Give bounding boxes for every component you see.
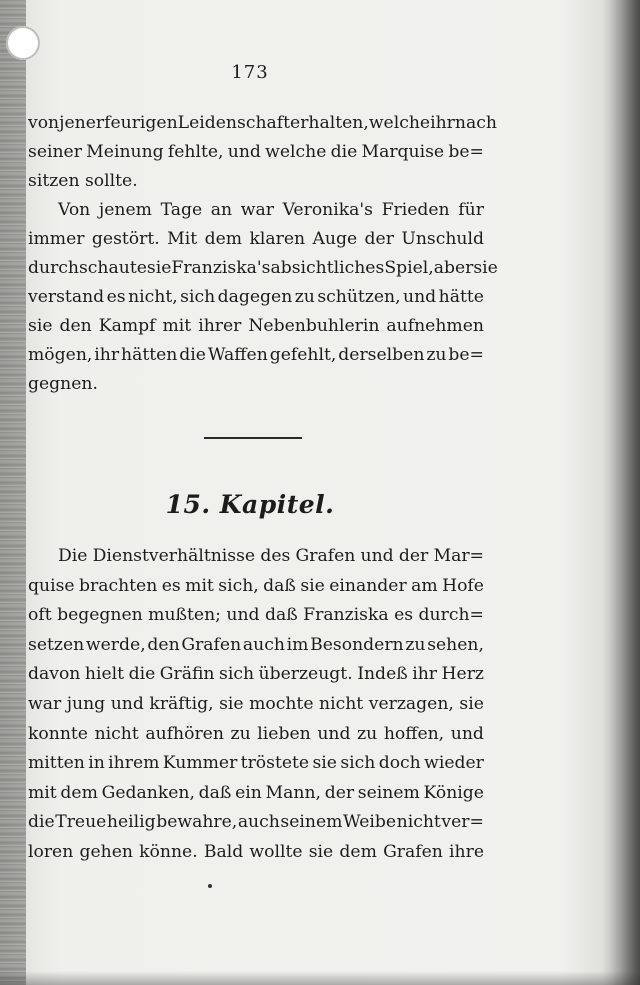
text-line: davon hielt die Gräfin sich überzeugt. Indeß ihr Herz xyxy=(28,664,484,685)
text-line: mögen, ihr hätten die Waffen gefehlt, derselben zu be= xyxy=(28,345,484,365)
text-block-upper xyxy=(28,109,498,399)
text-line: mitten in ihrem Kummer tröstete sie sich doch wieder xyxy=(28,753,484,774)
punch-hole xyxy=(6,26,40,60)
text-block-lower xyxy=(28,542,484,868)
text-line: war jung und kräftig, sie mochte nicht verzagen, sie xyxy=(28,693,484,714)
text-line: Von jenem Tage an war Veronika's Frieden für xyxy=(58,200,484,220)
section-divider xyxy=(204,437,302,439)
text-line: mit dem Gedanken, daß ein Mann, der seinem Könige xyxy=(28,782,484,803)
text-line: Die Dienstverhältnisse des Grafen und der Mar= xyxy=(58,546,484,566)
text-line: loren gehen könne. Bald wollte sie dem Grafen ihre xyxy=(28,841,484,862)
text-line: die Treue heilig bewahre, auch seinem Weibe nicht ver= xyxy=(28,812,484,833)
text-line: sitzen sollte. xyxy=(28,171,138,191)
chapter-heading: 15. Kapitel. xyxy=(165,490,335,519)
page-right-shadow xyxy=(602,0,640,985)
text-line: immer gestört. Mit dem klaren Auge der Unschuld xyxy=(28,229,484,249)
page-number: 173 xyxy=(231,62,269,83)
text-line: verstand es nicht, sich dagegen zu schützen, und hätte xyxy=(28,287,484,307)
text-line: von jener feurigen Leidenschaft erhalten, welche ihr nach xyxy=(28,113,497,133)
text-line: sie den Kampf mit ihrer Nebenbuhlerin aufnehmen xyxy=(28,316,484,336)
text-line: seiner Meinung fehlte, und welche die Marquise be= xyxy=(28,142,484,162)
text-line: gegnen. xyxy=(28,374,98,394)
text-line: setzen werde, den Grafen auch im Besondern zu sehen, xyxy=(28,634,484,655)
text-line: oft begegnen mußten; und daß Franziska es durch= xyxy=(28,605,484,626)
text-line: quise brachten es mit sich, daß sie einander am Hofe xyxy=(28,575,484,596)
text-line: durchschaute sie Franziska's absichtliches Spiel, aber sie xyxy=(28,258,498,278)
text-line: konnte nicht aufhören zu lieben und zu hoffen, und xyxy=(28,723,484,744)
page-bottom-shadow xyxy=(0,971,640,985)
ink-speck xyxy=(208,884,212,888)
